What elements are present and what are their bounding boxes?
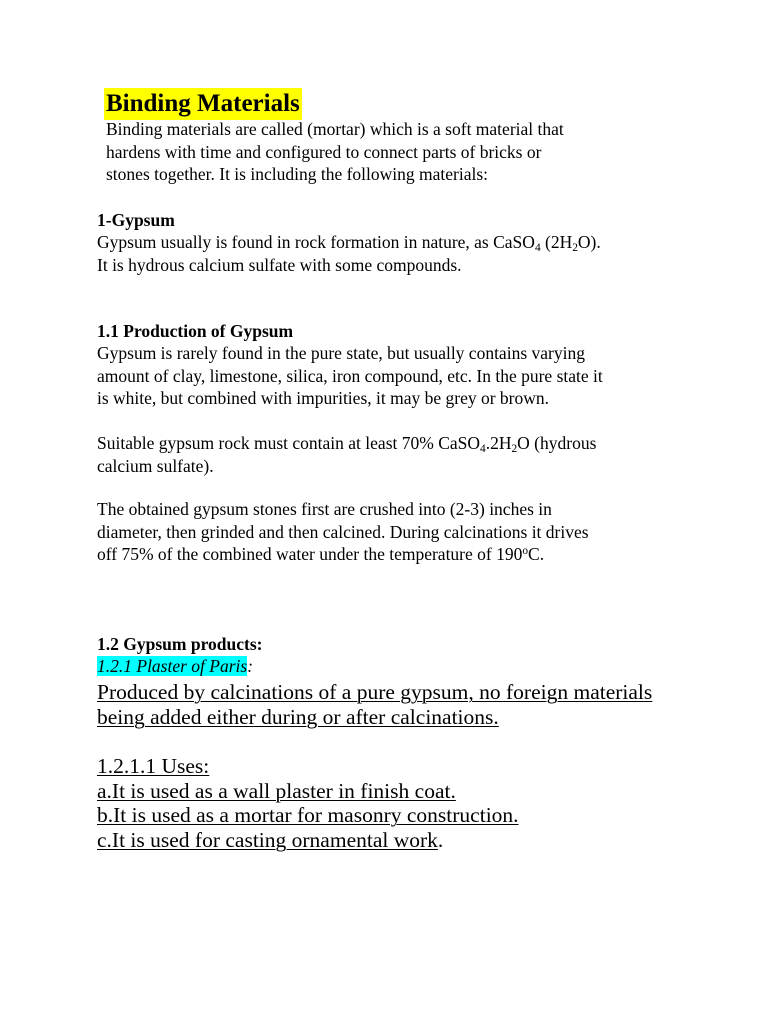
text-run: .: [437, 827, 444, 852]
plaster-description: [97, 680, 652, 729]
subscript: 2: [572, 241, 578, 254]
subscript: 4: [480, 442, 486, 455]
text-run: O (hydrous: [517, 433, 597, 453]
text-run: off 75% of the combined water under the temperature of 190: [97, 544, 523, 564]
production-line: is white, but combined with impurities, it may be grey or brown.: [97, 388, 550, 408]
production-line: Gypsum is rarely found in the pure state, but usually contains varying: [97, 343, 585, 363]
text-run: C.: [528, 544, 545, 564]
production-line: The obtained gypsum stones first are crushed into (2-3) inches in: [97, 499, 552, 519]
subsection-heading-plaster: [97, 655, 253, 678]
gypsum-paragraph: [97, 231, 601, 276]
text-run: Gypsum usually is found in rock formation in nature, as CaSO: [97, 232, 535, 252]
use-item: a.It is used as a wall plaster in finish coat.: [97, 778, 456, 803]
gypsum-line-2: It is hydrous calcium sulfate with some compounds.: [97, 254, 462, 275]
document-title: Binding Materials: [104, 88, 302, 120]
text-run: (2H: [540, 232, 573, 252]
subscript: 4: [534, 241, 541, 254]
production-line: calcium sulfate).: [97, 455, 214, 476]
description-line: Produced by calcinations of a pure gypsum, no foreign materials: [97, 680, 653, 704]
intro-line: stones together. It is including the following materials:: [106, 164, 489, 184]
description-line: being added either during or after calcinations.: [97, 704, 499, 729]
production-line: amount of clay, limestone, silica, iron compound, etc. In the pure state it: [97, 365, 603, 386]
production-paragraph-2: [97, 432, 596, 477]
intro-paragraph: [106, 118, 564, 186]
plaster-heading-line: [97, 655, 253, 678]
highlighted-subheading: 1.2.1 Plaster of Paris: [97, 656, 248, 676]
text-run: c.It is used for casting ornamental work: [97, 827, 438, 852]
intro-line: hardens with time and configured to connect parts of bricks or: [106, 141, 542, 162]
uses-list: [97, 754, 519, 852]
uses-heading: 1.2.1.1 Uses:: [97, 754, 210, 778]
production-line: diameter, then grinded and then calcined. During calcinations it drives: [97, 521, 589, 542]
superscript: o: [522, 544, 529, 557]
production-paragraph-3: [97, 498, 589, 566]
text-run: .2H: [485, 433, 512, 453]
subscript: 2: [511, 442, 518, 455]
text-run: O).: [577, 232, 601, 252]
section-heading-gypsum: 1-Gypsum: [97, 210, 175, 230]
section-heading-production: 1.1 Production of Gypsum: [97, 321, 294, 341]
production-line: [97, 543, 589, 566]
text-run: Suitable gypsum rock must contain at least 70% CaSO: [97, 433, 481, 453]
gypsum-line-1: [97, 231, 601, 254]
use-item: b.It is used as a mortar for masonry construction.: [97, 803, 519, 827]
intro-line: Binding materials are called (mortar) which is a soft material that: [106, 119, 564, 139]
production-paragraph-1: [97, 342, 603, 410]
production-line: [97, 432, 596, 455]
text-run: :: [247, 656, 254, 676]
section-heading-products: 1.2 Gypsum products:: [97, 634, 263, 654]
use-item: [97, 828, 519, 853]
